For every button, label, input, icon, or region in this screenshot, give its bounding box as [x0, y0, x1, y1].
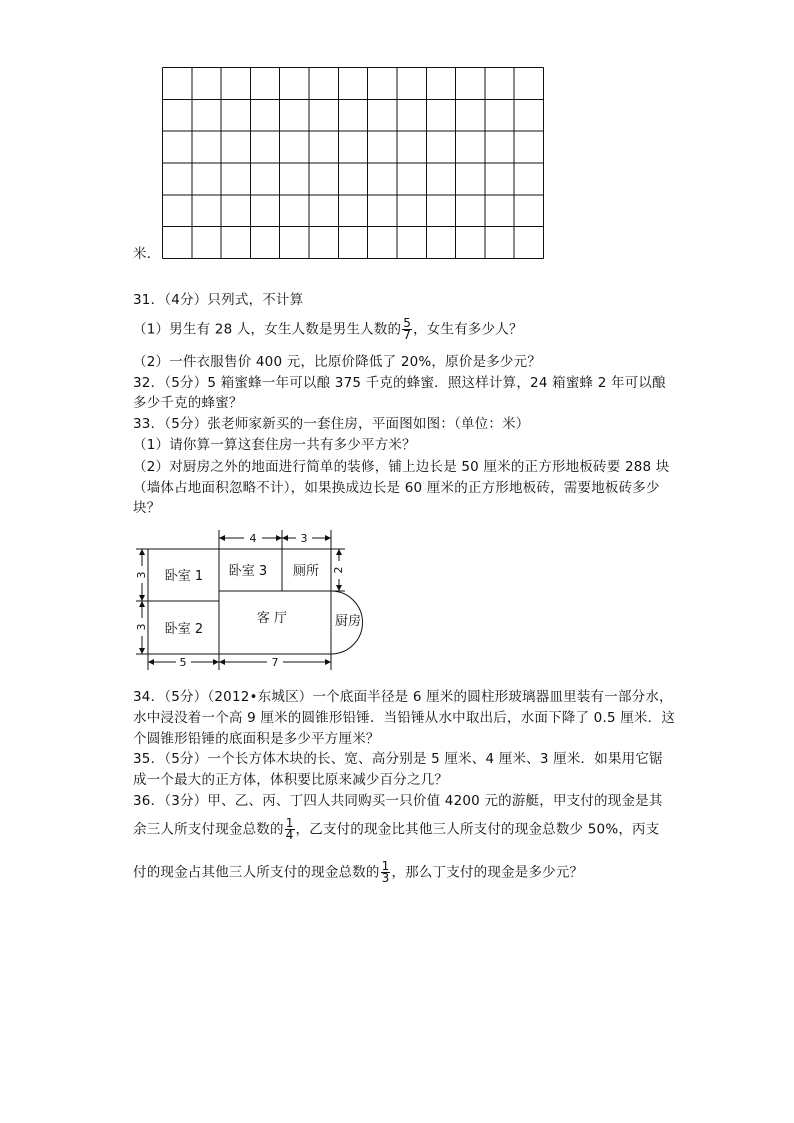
q31-fraction-num: 5 [403, 316, 412, 330]
q31-part1 [133, 318, 523, 341]
dim-top-4: 4 [249, 532, 257, 545]
q36-line2 [133, 818, 659, 841]
grid-lines [163, 68, 544, 259]
q35-line1: 35．（5分）一个长方体木块的长、宽、高分别是 5 厘米、4 厘米、3 厘米．如果用它锯 [133, 751, 663, 767]
q36-fraction2-den: 3 [381, 871, 390, 885]
room-bedroom2: 卧室 2 [164, 622, 204, 637]
dim-top-3: 3 [300, 532, 308, 545]
room-toilet: 厕所 [292, 564, 320, 579]
q36-fraction1 [285, 818, 295, 841]
q36-line3 [133, 861, 583, 884]
room-living: 客 厅 [256, 611, 288, 626]
q36-line3-after: ，那么丁支付的现金是多少元？ [391, 864, 584, 881]
q31-part1-after: ，女生有多少人？ [413, 321, 523, 338]
dim-bottom-5: 5 [179, 656, 187, 669]
q34-line3: 个圆锥形铅锤的底面积是多少平方厘米？ [133, 731, 380, 747]
q35-line2: 成一个最大的正方体，体积要比原来减少百分之几？ [133, 772, 449, 788]
q34-line2: 水中浸没着一个高 9 厘米的圆锥形铅锤．当铅锤从水中取出后，水面下降了 0.5 厘米．这 [133, 710, 676, 726]
q32-line1: 32．（5分）5 箱蜜蜂一年可以酿 375 千克的蜂蜜．照这样计算，24 箱蜜蜂 2 年可以酿 [133, 375, 666, 391]
q32-line2: 多少千克的蜂蜜？ [133, 395, 243, 411]
room-bedroom3: 卧室 3 [228, 564, 268, 579]
grid-paper [162, 67, 545, 260]
q31-part2: （2）一件衣服售价 400 元，比原价降低了 20%，原价是多少元？ [133, 354, 542, 370]
room-kitchen: 厨房 [334, 614, 362, 629]
q36-line2-before: 余三人所支付现金总数的 [133, 821, 284, 838]
q31-fraction-den: 7 [403, 328, 412, 342]
q31-part1-before: （1）男生有 28 人，女生人数是男生人数的 [133, 321, 402, 338]
q33-title: 33．（5分）张老师家新买的一套住房，平面图如图：（单位：米） [133, 416, 530, 432]
q31-title: 31．（4分）只列式，不计算 [133, 292, 304, 308]
q33-part2-line1: （2）对厨房之外的地面进行简单的装修，铺上边长是 50 厘米的正方形地板砖要 288 块 [133, 459, 670, 475]
q36-line2-after: ，乙支付的现金比其他三人所支付的现金总数少 50%，丙支 [295, 821, 660, 838]
q36-fraction1-num: 1 [285, 816, 294, 830]
q36-fraction2 [381, 861, 391, 884]
q34-line1: 34．（5分）（2012•东城区）一个底面半径是 6 厘米的圆柱形玻璃器皿里装有一部分水， [133, 689, 673, 705]
q36-fraction1-den: 4 [285, 828, 294, 842]
q33-part2-line2: （墙体占地面积忽略不计），如果换成边长是 60 厘米的正方形地板砖，需要地板砖多少 [133, 480, 660, 496]
grid-suffix: 米． [133, 246, 161, 262]
q33-part2-line3: 块？ [133, 500, 161, 516]
dim-bottom-7: 7 [271, 656, 279, 669]
floor-plan [128, 524, 378, 674]
room-bedroom1: 卧室 1 [164, 569, 204, 584]
q33-part1: （1）请你算一算这套住房一共有多少平方米？ [133, 437, 416, 453]
q36-line1: 36．（3分）甲、乙、丙、丁四人共同购买一只价值 4200 元的游艇，甲支付的现金是其 [133, 793, 663, 809]
q36-fraction2-num: 1 [381, 859, 390, 873]
dim-left-3b: 3 [135, 623, 148, 631]
q36-line3-before: 付的现金占其他三人所支付的现金总数的 [133, 864, 380, 881]
q31-fraction [402, 318, 412, 341]
dim-left-3a: 3 [135, 571, 148, 579]
dim-right-2: 2 [332, 566, 345, 574]
